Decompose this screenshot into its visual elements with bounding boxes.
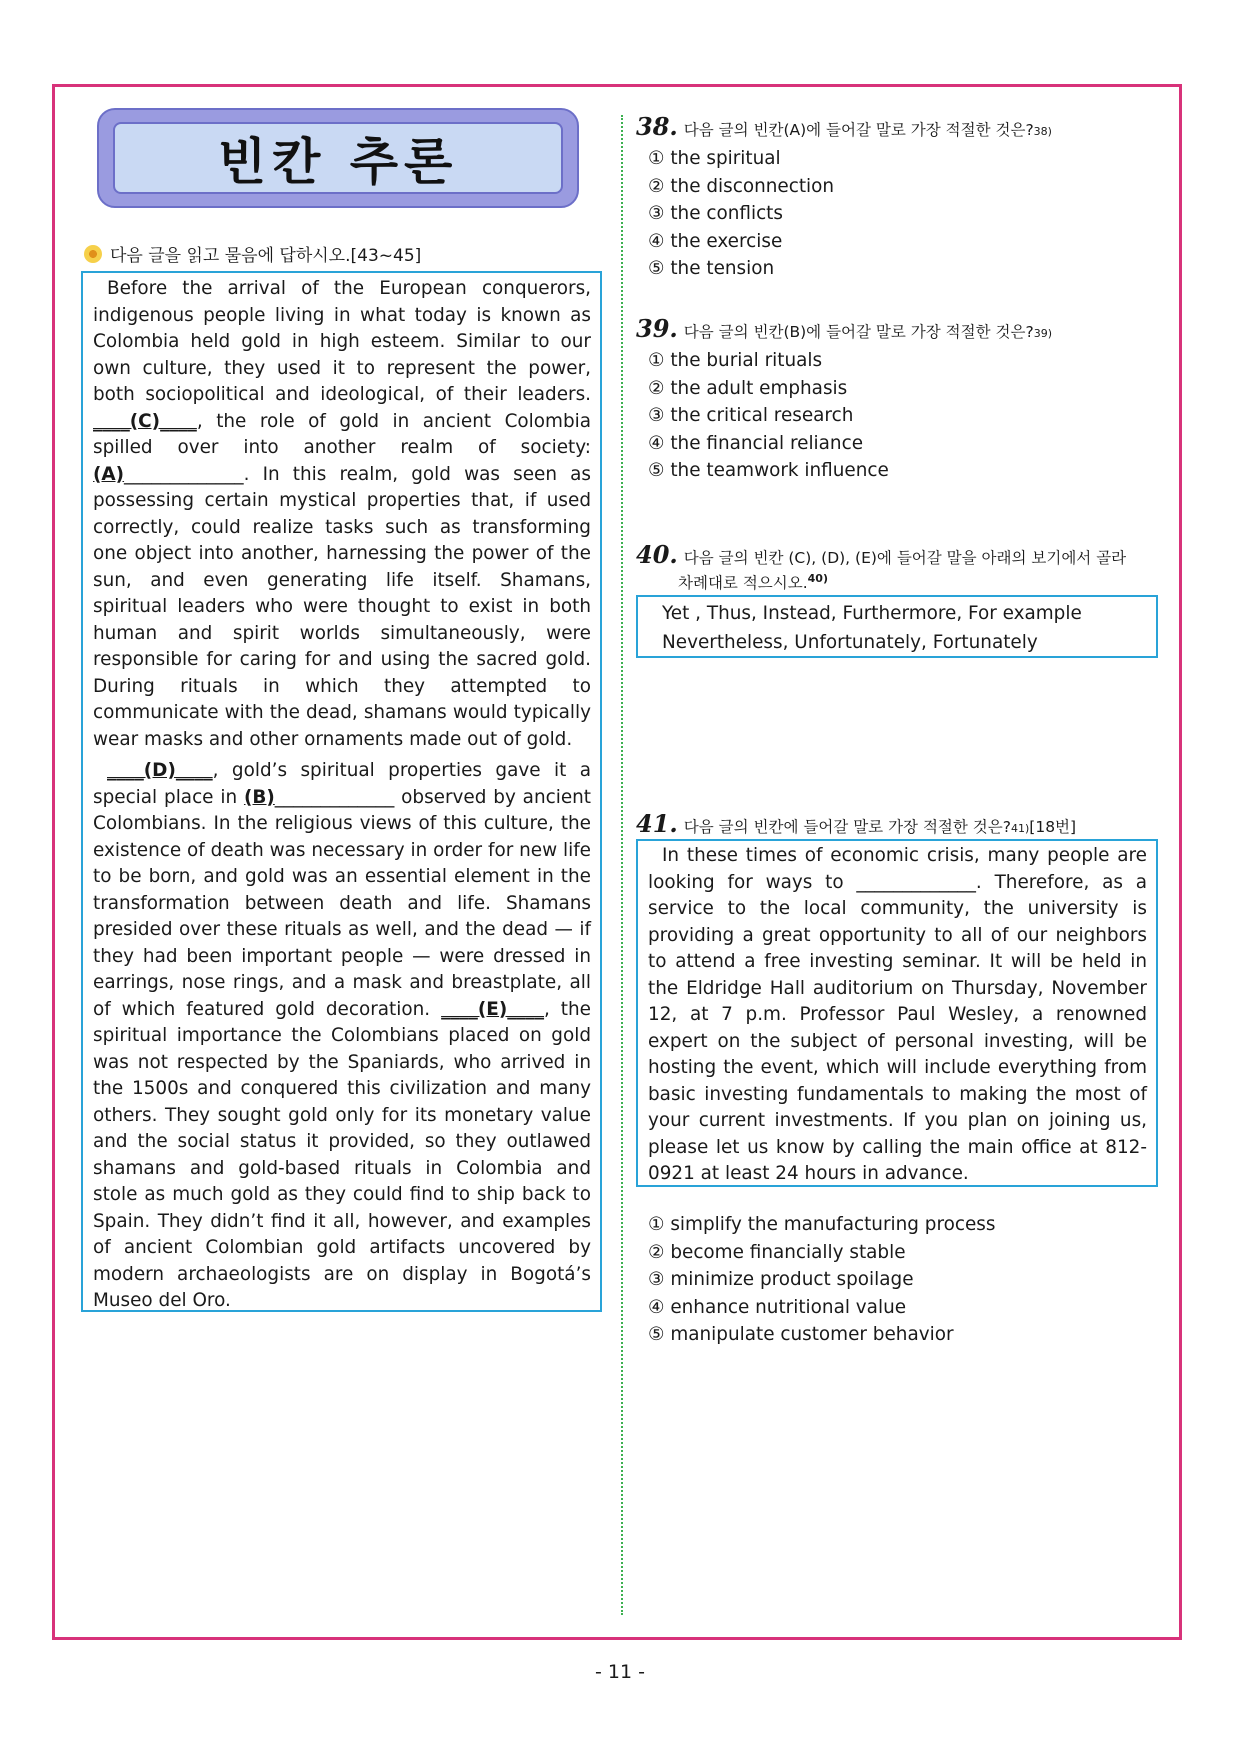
instruction [84,241,421,266]
option-5[interactable]: ⑤ manipulate customer behavior [648,1324,954,1345]
option-3[interactable]: ③ the critical research [648,405,854,426]
question-source: [18번] [1029,818,1077,836]
q41-options-list [648,1211,995,1349]
section-title: 빈칸 추론 [217,133,459,191]
q41-passage: In these times of economic crisis, many people are looking for ways to _____________. Therefore, as a service to the local community, the university is providing a great opportunity to all of our neighbors to attend a free investing seminar. It will be held in the Eldridge Hall auditorium on Thursday, November 12, at 7 p.m. Professor Paul Wesley, a renowned expert on the subject of personal investing, will be hosting the event, which will include everything from basic investing fundamentals to making the most of your current investments. If you plan on joining us, please let us know by calling the main office at 812-0921 at least 24 hours in advance. [648,845,1147,1184]
blank-marker: ____(E)____ [441,998,545,1020]
passage-text: _____________ observed by ancient Colombians. In the religious views of this culture, the existence of death was necessary in order for new life to be born, and gold was an essential element in the transformation between death and life. Shamans presided over these rituals as well, and the dead — if they had been important people — were dressed in earrings, nose rings, and a mask and breastplate, all of which featured gold decoration. [93,786,591,1020]
question-number: 39. [636,314,678,343]
question-number: 40. [636,540,678,569]
passage-text: Before the arrival of the European conquerors, indigenous people living in what today is known as Colombia held gold in high esteem. Similar to our own culture, they used it to represent the power, both sociopolitical and ideological, of their leaders. [93,278,591,405]
options-list [648,145,1052,283]
question-number: 38. [636,112,678,141]
question-text: 다음 글의 빈칸(B)에 들어갈 말로 가장 적절한 것은? [683,323,1034,341]
question-40 [636,540,1156,593]
option-1[interactable]: ① simplify the manufacturing process [648,1214,996,1235]
option-3[interactable]: ③ minimize product spoilage [648,1269,914,1290]
option-4[interactable]: ④ enhance nutritional value [648,1296,907,1318]
passage-text: , gold’s spiritual properties gave it a special place in [93,760,591,808]
option-5[interactable]: ⑤ the tension [648,258,775,279]
option-1[interactable]: ① the spiritual [648,148,781,169]
blank-marker: (B) [243,786,275,808]
section-title-inner [113,122,563,194]
passage-text: , the role of gold in ancient Colombia spilled over into another realm of society: [93,410,591,458]
footnote-ref: 40) [807,571,828,585]
question-text-line1: 다음 글의 빈칸 (C), (D), (E)에 들어갈 말을 아래의 보기에서 골라 [683,549,1127,567]
passage-text: , the spiritual importance the Colombians placed on gold was not respected by the Spaniards, who arrived in the 1500s and conquered this civilization and many others. They sought gold only for its monetary value and the social status it provided, so they outlawed shamans and gold-based rituals in Colombia and stole as much gold as they could find to ship back to Spain. They didn’t find it all, however, and examples of ancient Colombian gold artifacts uncovered by modern archaeologists are on display in Bogotá’s Museo del Oro. [93,998,591,1311]
option-3[interactable]: ③ the conflicts [648,203,783,224]
option-4[interactable]: ④ the financial reliance [648,432,864,454]
flower-icon [84,245,102,263]
footnote-ref: 39) [1033,327,1052,340]
blank-marker: (A) [93,463,125,485]
passage-text: _____________. In this realm, gold was seen as possessing certain mystical properties that, if used correctly, could realize tasks such as transforming one object into another, harnessing the power of the sun, and even generating life itself. Shamans, spiritual leaders who were thought to exist in both human and spirit worlds simultaneously, were responsible for caring for and using the sacred gold. During rituals in which they attempted to communicate with the dead, shamans would typically wear masks and other ornaments made out of gold. [93,463,591,750]
footnote-ref: 41) [1010,822,1030,835]
question-38 [636,112,1052,283]
question-39 [636,314,1052,485]
word-bank-line-1: Yet , Thus, Instead, Furthermore, For example [662,603,1082,624]
blank-marker: ____(D)____ [107,760,213,781]
option-2[interactable]: ② become financially stable [648,1241,906,1263]
option-1[interactable]: ① the burial rituals [648,350,823,371]
question-41 [636,809,1076,838]
question-text: 다음 글의 빈칸(A)에 들어갈 말로 가장 적절한 것은? [683,121,1034,139]
passage-paragraph-2 [93,758,591,1315]
footnote-ref: 38) [1033,125,1052,138]
passage-paragraph-1 [93,276,591,753]
question-number: 41. [636,809,678,838]
option-5[interactable]: ⑤ the teamwork influence [648,460,889,481]
question-text: 다음 글의 빈칸에 들어갈 말로 가장 적절한 것은? [683,818,1011,836]
instruction-text: 다음 글을 읽고 물음에 답하시오.[43~45] [110,246,422,266]
q41-passage-box [636,839,1158,1187]
option-4[interactable]: ④ the exercise [648,230,783,252]
word-bank-line-2: Nevertheless, Unfortunately, Fortunately [662,632,1038,653]
word-bank-box [636,595,1158,658]
section-title-badge [97,108,579,208]
question-text-line2: 차례대로 적으시오. [678,574,808,592]
page-number: - 11 - [595,1661,645,1683]
blank-marker: ____(C)____ [93,410,197,432]
option-2[interactable]: ② the adult emphasis [648,377,848,399]
main-passage [81,271,602,1312]
option-2[interactable]: ② the disconnection [648,175,835,197]
column-divider [621,115,623,1615]
options-list [648,347,1052,485]
